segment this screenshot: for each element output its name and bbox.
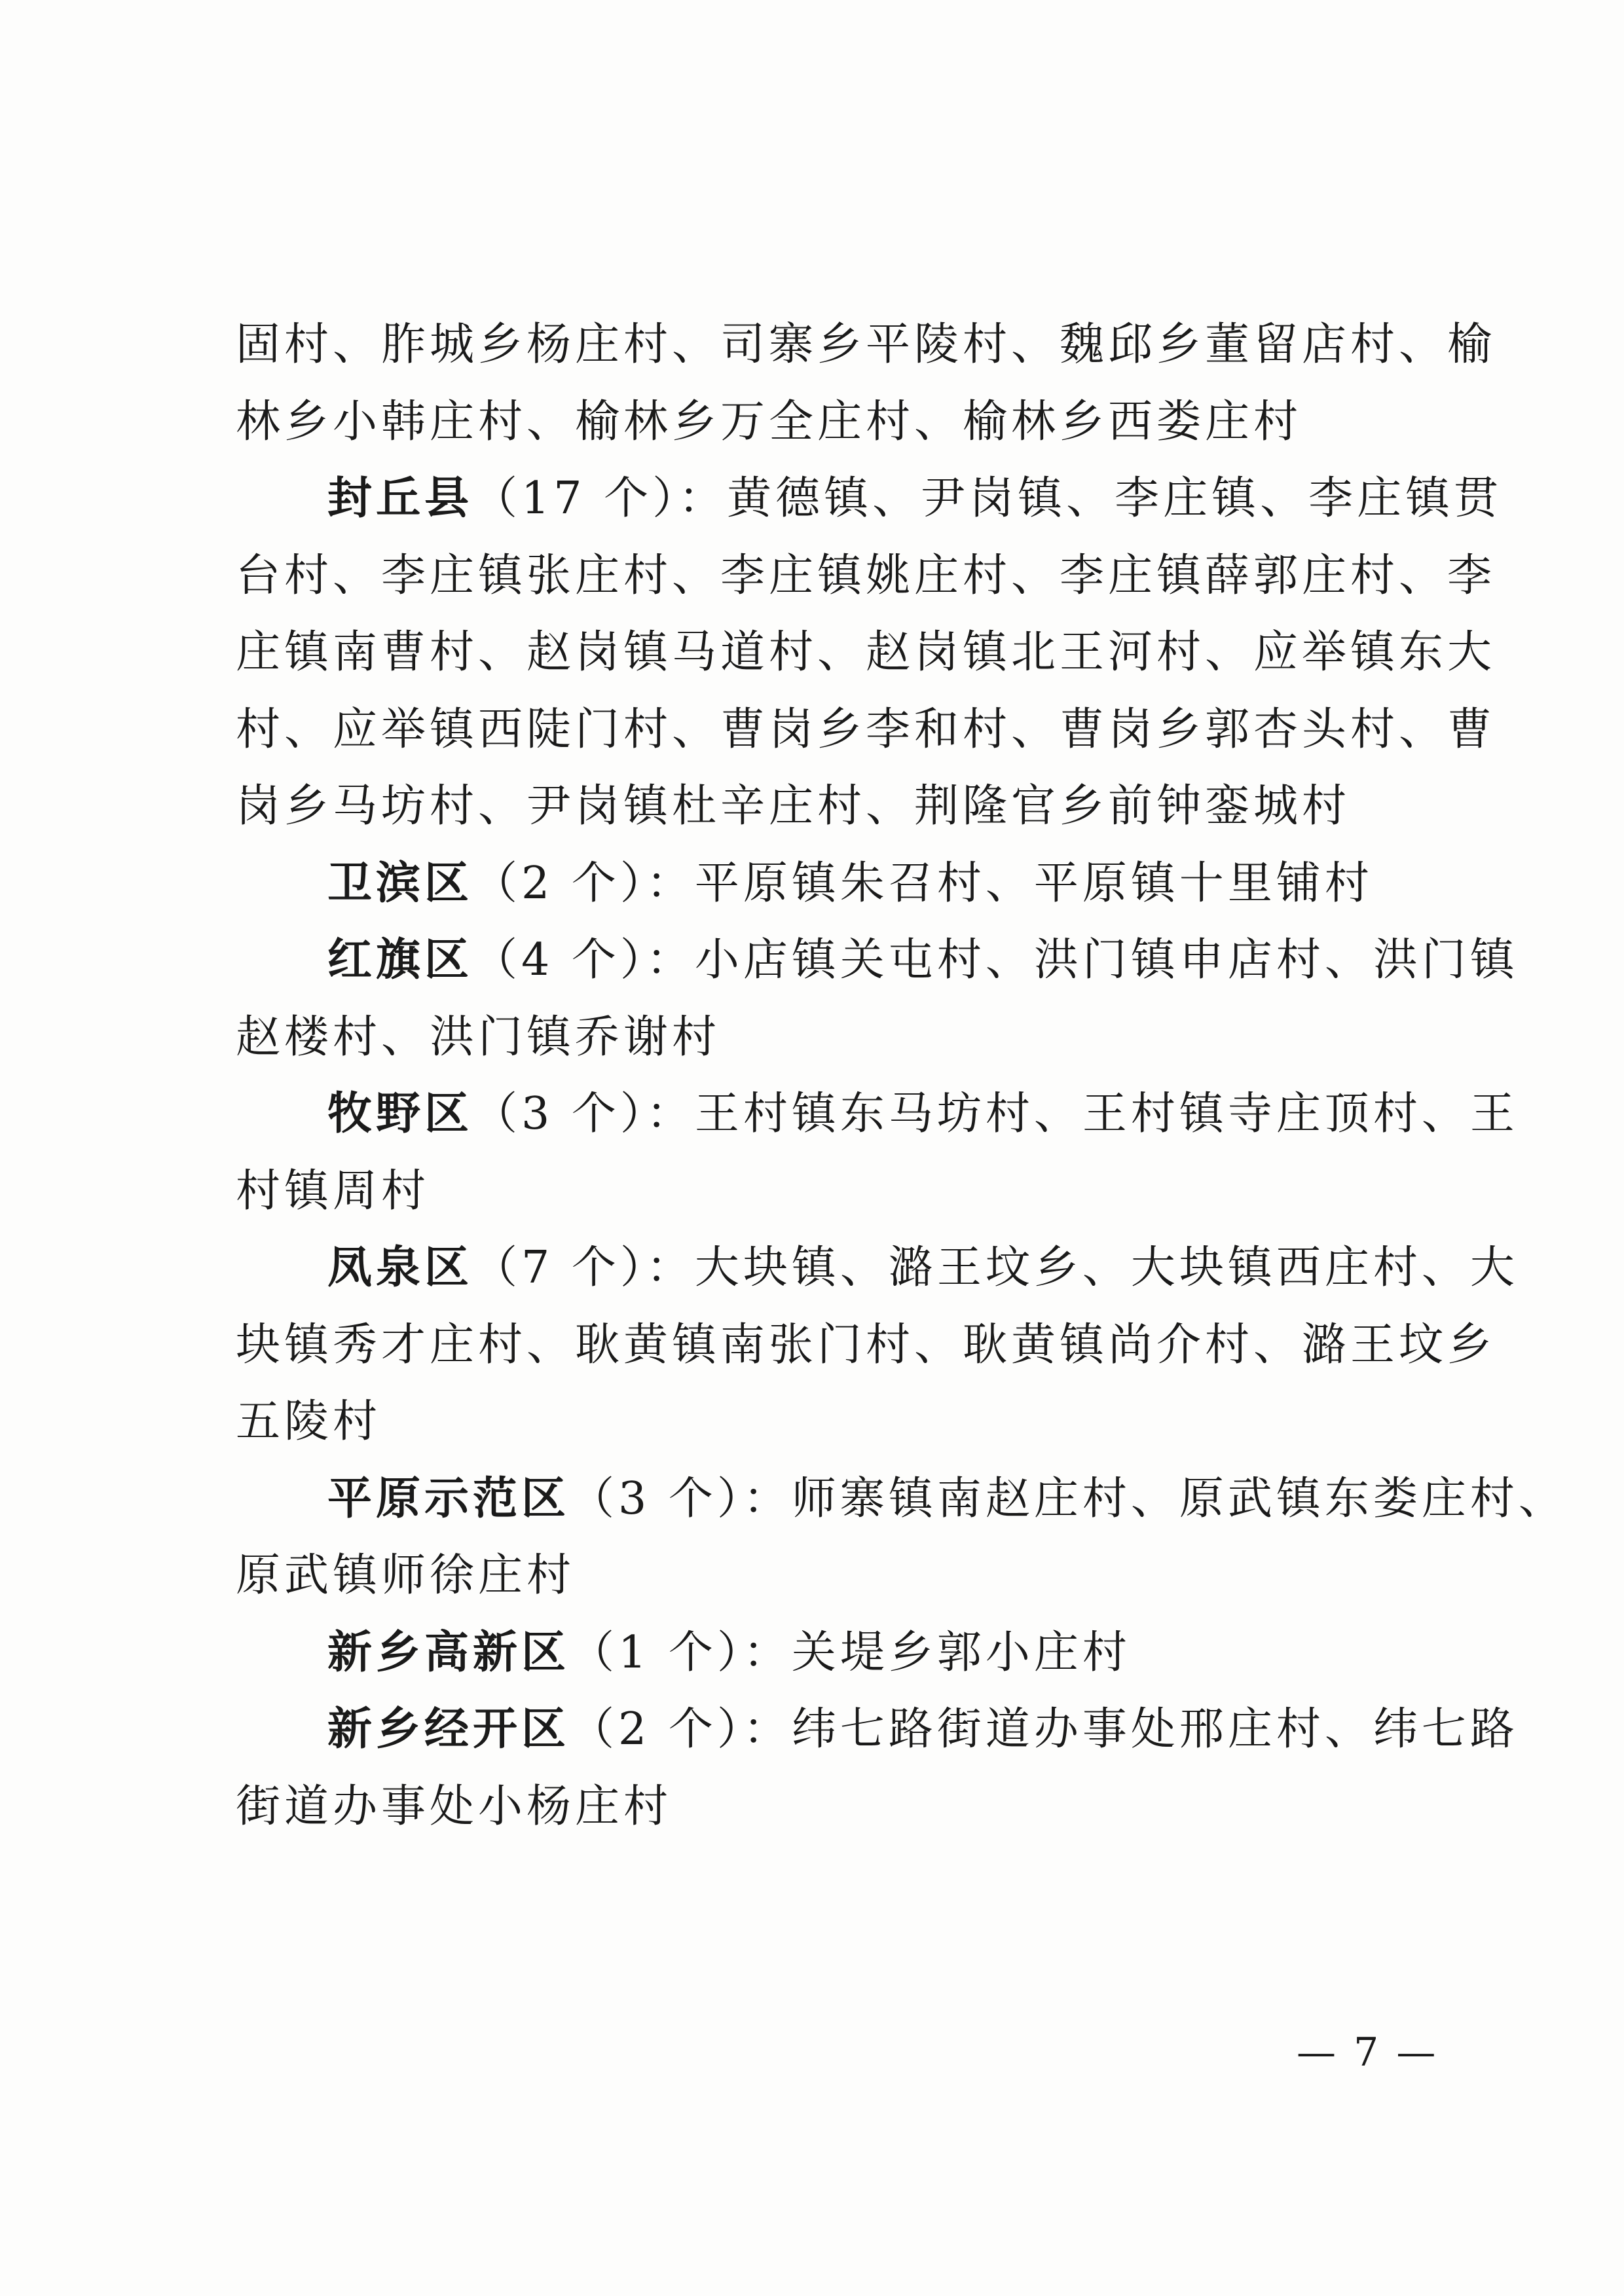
- paragraph-text: （2 个）：平原镇朱召村、平原镇十里铺村: [473, 857, 1373, 909]
- county-heading: 凤泉区: [327, 1242, 473, 1294]
- text-line: 村、应举镇西陡门村、曹岗乡李和村、曹岗乡郭杏头村、曹: [236, 703, 1496, 756]
- text-line: 台村、李庄镇张庄村、李庄镇姚庄村、李庄镇薛郭庄村、李: [236, 549, 1496, 602]
- paragraph-text: （1 个）：关堤乡郭小庄村: [570, 1626, 1131, 1679]
- text-line: 岗乡马坊村、尹岗镇杜辛庄村、荆隆官乡前钟銮城村: [236, 780, 1351, 832]
- county-heading: 新乡高新区: [327, 1626, 570, 1679]
- county-heading: 红旗区: [327, 934, 473, 986]
- paragraph-first-line: [236, 1076, 1519, 1153]
- paragraph-text: （3 个）：王村镇东马坊村、王村镇寺庄顶村、王: [473, 1088, 1519, 1140]
- text-line: 块镇秀才庄村、耿黄镇南张门村、耿黄镇尚介村、潞王坟乡: [236, 1319, 1496, 1371]
- paragraph-first-line: [236, 460, 1503, 538]
- paragraph-first-line: [236, 1614, 1424, 1692]
- county-heading: 牧野区: [327, 1088, 473, 1140]
- paragraph-first-line: [236, 1230, 1519, 1307]
- body-text: [236, 306, 1567, 1845]
- paragraph-first-line: [236, 1461, 1567, 1538]
- paragraph-first-line: [236, 845, 1424, 922]
- text-line: 固村、胙城乡杨庄村、司寨乡平陵村、魏邱乡董留店村、榆: [236, 319, 1496, 371]
- text-line: 原武镇师徐庄村: [236, 1550, 576, 1601]
- paragraph-first-line: [236, 1691, 1519, 1768]
- county-heading: 新乡经开区: [327, 1704, 570, 1755]
- text-line: 街道办事处小杨庄村: [236, 1780, 673, 1832]
- county-heading: 封丘县: [327, 473, 473, 524]
- text-line: 村镇周村: [236, 1165, 430, 1217]
- paragraph-text: （3 个）：师寨镇南赵庄村、原武镇东娄庄村、: [570, 1472, 1567, 1525]
- text-line: 五陵村: [236, 1396, 382, 1448]
- paragraph-first-line: [236, 922, 1519, 999]
- text-line: 庄镇南曹村、赵岗镇马道村、赵岗镇北王河村、应举镇东大: [236, 627, 1496, 678]
- paragraph-text: （7 个）：大块镇、潞王坟乡、大块镇西庄村、大: [473, 1242, 1519, 1294]
- county-heading: 平原示范区: [327, 1472, 570, 1525]
- county-heading: 卫滨区: [327, 857, 473, 909]
- paragraph-text: （17 个）：黄德镇、尹岗镇、李庄镇、李庄镇贯: [473, 473, 1503, 524]
- paragraph-text: （4 个）：小店镇关屯村、洪门镇申店村、洪门镇: [473, 934, 1519, 986]
- page-number: — 7 —: [1297, 2030, 1439, 2075]
- paragraph-text: （2 个）：纬七路街道办事处邢庄村、纬七路: [570, 1704, 1519, 1755]
- text-line: 林乡小韩庄村、榆林乡万全庄村、榆林乡西娄庄村: [236, 395, 1302, 448]
- text-line: 赵楼村、洪门镇乔谢村: [236, 1011, 721, 1063]
